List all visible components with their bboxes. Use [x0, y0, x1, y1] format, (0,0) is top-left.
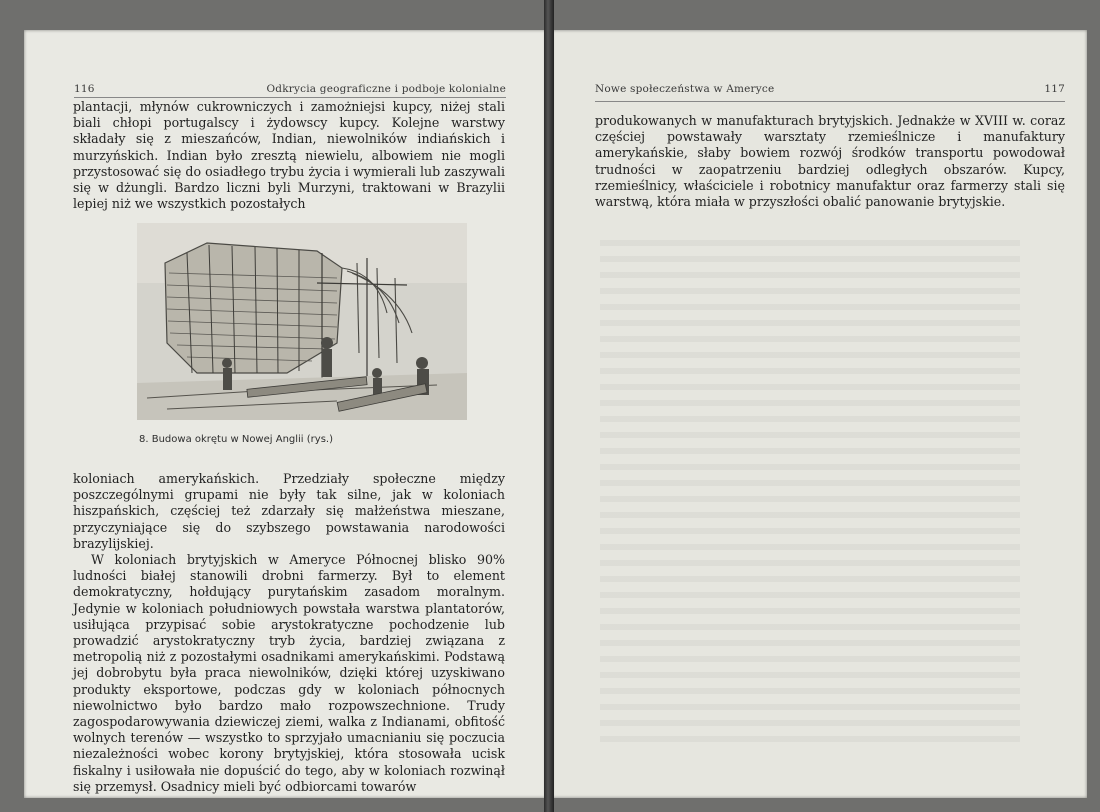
left-text-top	[73, 99, 505, 212]
show-through-text	[600, 230, 1020, 750]
left-text-bottom	[73, 471, 505, 795]
left-paragraph-north-america: W koloniach brytyjskich w Ameryce Północnej blisko 90% ludności białej stanowili drobni farmerzy. Był to element demokratyczny, hołdujący purytańskim zasadom moralnym. Jedynie w koloniach południowych powstała warstwa plantatorów, usiłująca przypisać sobie arystokratyczne pochodzenie lub prowadzić arystokratyczny tryb życia, bardziej związana z metropolią niż z pozostałymi osadnikami amerykańskimi. Podstawą jej dobrobytu była praca niewolników, dzięki której uzyskiwano produkty eksportowe, podczas gdy w koloniach północnych niewolnictwo było bardzo mało rozpowszechnione. Trudy zagospodarowywania dziewiczej ziemi, walka z Indianami, obfitość wolnych terenów — wszystko to sprzyjało umacnianiu się poczucia niezależności wobec korony brytyjskiej, która stosowała ucisk fiskalny i usiłowała nie dopuścić do tego, aby w koloniach rozwinął się przemysł. Osadnicy mieli być odbiorcami towarów	[73, 552, 505, 794]
ship-building-illustration	[137, 223, 467, 420]
figure-caption: 8. Budowa okrętu w Nowej Anglii (rys.)	[139, 434, 333, 445]
left-paragraph-after-figure: koloniach amerykańskich. Przedziały społeczne między poszczególnymi grupami nie były tak silne, jak w koloniach hiszpańskich, częściej też zdarzały się małżeństwa mieszane, przyczyniające się do szybszego powstawania narodowości brazylijskiej.	[73, 471, 505, 551]
right-paragraph-top: produkowanych w manufakturach brytyjskich. Jednakże w XVIII w. coraz częściej powstawały warsztaty rzemieślnicze i manufaktury amerykańskie, słaby bowiem rozwój środków transportu powodował trudności w zaopatrzeniu bardziej odległych obszarów. Kupcy, rzemieślnicy, właściciele i robotnicy manufaktur oraz farmerzy stali się warstwą, która miała w przyszłości obalić panowanie brytyjskie.	[595, 113, 1065, 210]
right-running-header	[595, 83, 1065, 97]
left-page-number: 116	[74, 83, 95, 95]
left-running-title: Odkrycia geograficzne i podboje kolonialne	[266, 83, 506, 95]
book-gutter	[544, 0, 554, 812]
right-page-number: 117	[1044, 83, 1065, 95]
right-text-top	[595, 113, 1065, 210]
left-running-header	[74, 83, 506, 97]
right-running-title: Nowe społeczeństwa w Ameryce	[595, 83, 775, 95]
right-header-rule	[595, 101, 1065, 102]
left-header-rule	[74, 97, 506, 98]
left-paragraph-top: plantacji, młynów cukrowniczych i zamożniejsi kupcy, niżej stali biali chłopi portugalscy i żydowscy kupcy. Kolejne warstwy składały się z mieszańców, Indian, niewolników indiańskich i murzyńskich. Indian było zresztą niewielu, albowiem nie mogli przystosować się do osiadłego trybu życia i wymierali lub zaszywali się w dżungli. Bardzo liczni byli Murzyni, traktowani w Brazylii lepiej niż we wszystkich pozostałych	[73, 99, 505, 212]
